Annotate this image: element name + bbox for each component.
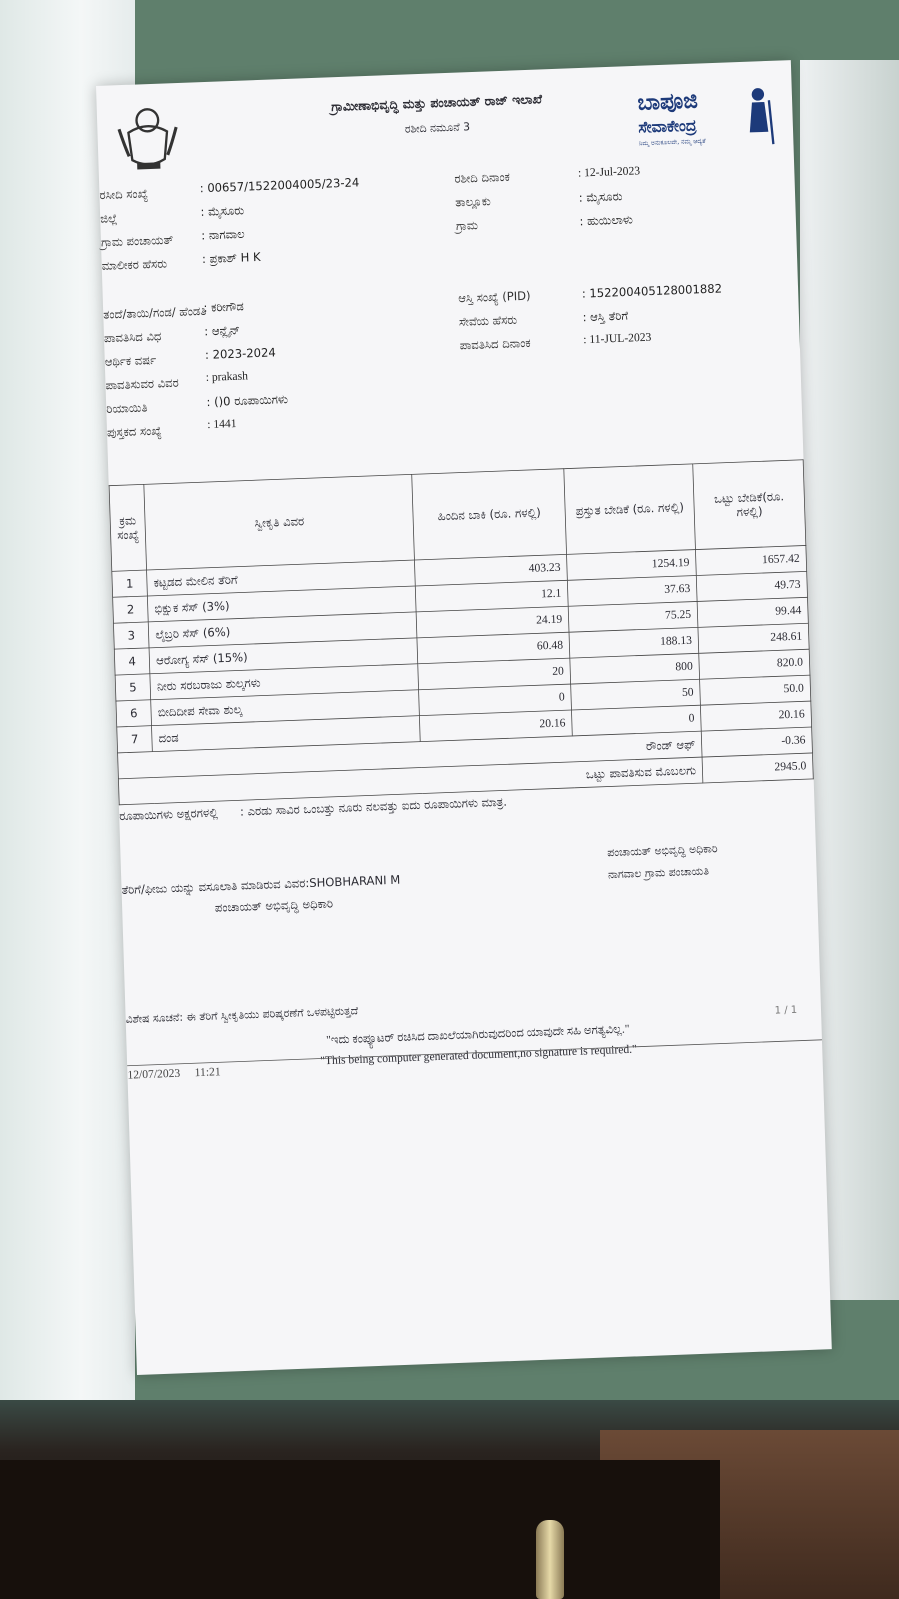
- book-number: : 1441: [207, 417, 237, 432]
- brand-tagline: ನಿಮ್ಮ ಅನುಕೂಲವೇ, ನಮ್ಮ ಆದ್ಯತೆ: [638, 137, 706, 147]
- payer-label: ಪಾವತಿಸುವರ ವಿವರ: [105, 375, 179, 393]
- taluk-label: ತಾಲ್ಲೂಕು: [455, 194, 491, 210]
- row-previous: 12.1: [415, 580, 568, 612]
- row-previous: 20.16: [420, 710, 573, 742]
- row-current: 0: [572, 705, 702, 736]
- row-total: 820.0: [699, 649, 810, 679]
- row-total: 248.61: [698, 623, 809, 653]
- relative-label: ತಂದೆ/ತಾಯಿ/ಗಂಡ/ ಹೆಂಡತಿ: [103, 303, 207, 322]
- row-current: 800: [570, 653, 700, 684]
- row-current: 188.13: [569, 627, 699, 658]
- col-previous-due: ಹಿಂದಿನ ಬಾಕಿ (ರೂ. ಗಳಲ್ಲಿ): [412, 469, 567, 560]
- row-serial: 3: [113, 622, 149, 649]
- row-description: ನೀರು ಸರಬರಾಜು ಶುಲ್ಕಗಳು: [150, 664, 419, 700]
- grand-total-label: ಒಟ್ಟು ಪಾವತಿಸುವ ಮೊಬಲಗು: [118, 757, 703, 805]
- service-name: : ಆಸ್ತಿ ತೆರಿಗೆ: [582, 308, 629, 325]
- pid-number: : 152200405128001882: [581, 281, 723, 301]
- print-time: 11:21: [194, 1065, 221, 1080]
- waiver-amount: : ()0 ರೂಪಾಯಿಗಳು: [206, 392, 289, 410]
- relative-name: : ಕರೀಗೌಡ: [203, 299, 244, 315]
- row-current: 1254.19: [567, 550, 697, 581]
- village: : ಹುಯಿಲಾಳು: [579, 212, 634, 229]
- district-label: ಜಿಲ್ಲೆ: [100, 211, 118, 226]
- service-label: ಸೇವೆಯ ಹೆಸರು: [458, 312, 518, 329]
- paid-date: : 11-JUL-2023: [583, 331, 652, 347]
- village-label: ಗ್ರಾಮ: [455, 218, 479, 234]
- karnataka-emblem-icon: [112, 95, 184, 176]
- pay-mode: : ಆನ್ಲೈನ್: [204, 323, 241, 339]
- brand-name: ಬಾಪೂಜಿ: [637, 87, 699, 116]
- row-current: 75.25: [568, 601, 698, 632]
- receipt-date: : 12-Jul-2023: [577, 164, 641, 180]
- row-serial: 4: [114, 648, 150, 675]
- row-description: ಆರೋಗ್ಯ ಸೆಸ್ (15%): [149, 638, 418, 674]
- computer-note-kannada: "ಇದು ಕಂಪ್ಯೂಟರ್ ರಚಿಸಿದ ದಾಖಲೆಯಾಗಿರುವುದರಿಂದ ಯಾವುದೇ ಸಹಿ ಅಗತ್ಯವಿಲ್ಲ.": [326, 1023, 630, 1047]
- row-description: ಕಟ್ಟಡದ ಮೇಲಿನ ತೆರಿಗೆ: [147, 560, 416, 596]
- brand-sub: ಸೇವಾಕೇಂದ್ರ: [638, 115, 697, 137]
- collector-block: [121, 869, 401, 922]
- roundoff-label: ರೌಂಡ್ ಆಫ್: [118, 731, 703, 779]
- waiver-label: ರಿಯಾಯಿತಿ: [106, 400, 148, 417]
- row-description: ಬೀದಿದೀಪ ಸೇವಾ ಶುಲ್ಕ: [151, 690, 420, 726]
- panchayat-label: ಗ್ರಾಮ ಪಂಚಾಯತ್: [100, 232, 174, 250]
- receipt-no-label: ರಸೀದಿ ಸಂಖ್ಯೆ: [99, 186, 149, 203]
- officer-office: ನಾಗವಾಲ ಗ್ರಾಮ ಪಂಚಾಯತಿ: [607, 865, 710, 882]
- gandhi-figure-icon: [738, 84, 777, 147]
- words-value: : ಎರಡು ಸಾವಿರ ಒಂಬತ್ತು ನೂರು ನಲವತ್ತು ಐದು ರೂಪಾಯಿಗಳು ಮಾತ್ರ.: [239, 794, 508, 819]
- fees-table: [109, 459, 814, 805]
- receipt-date-label: ರಶೀದಿ ದಿನಾಂಕ: [454, 169, 511, 186]
- panchayat: : ನಾಗವಾಲ: [201, 226, 245, 243]
- grand-total-value: 2945.0: [702, 753, 813, 783]
- taluk: : ಮೈಸೂರು: [578, 189, 623, 205]
- row-total: 20.16: [701, 701, 812, 731]
- row-serial: 2: [113, 596, 149, 623]
- row-previous: 20: [418, 658, 571, 690]
- receipt-document: [96, 60, 832, 1375]
- officer-title: ಪಂಚಾಯತ್ ಅಭಿವೃದ್ಧಿ ಅಧಿಕಾರಿ: [607, 842, 718, 860]
- paid-date-label: ಪಾವತಿಸಿದ ದಿನಾಂಕ: [459, 335, 531, 353]
- department-title: ಗ್ರಾಮೀಣಾಭಿವೃದ್ಧಿ ಮತ್ತು ಪಂಚಾಯತ್ ರಾಜ್ ಇಲಾಖೆ: [330, 91, 543, 115]
- row-serial: 1: [112, 570, 148, 597]
- row-total: 1657.42: [696, 545, 807, 575]
- row-description: ಲೈಬ್ರರಿ ಸೆಸ್ (6%): [148, 612, 417, 648]
- row-serial: 6: [116, 700, 152, 727]
- words-label: ರೂಪಾಯಿಗಳು ಅಕ್ಷರಗಳಲ್ಲಿ: [119, 805, 219, 824]
- dark-cloth: [0, 1460, 720, 1599]
- print-date: 12/07/2023: [127, 1067, 181, 1082]
- owner-label: ಮಾಲೀಕರ ಹೆಸರು: [101, 256, 168, 274]
- col-serial: ಕ್ರಮ ಸಂಖ್ಯೆ: [109, 484, 147, 571]
- book-label: ಪುಸ್ತಕದ ಸಂಖ್ಯೆ: [106, 423, 162, 440]
- receipt-no: : 00657/1522004005/23-24: [199, 175, 360, 196]
- row-serial: 7: [117, 726, 153, 753]
- owner-name: : ಪ್ರಕಾಶ್ H K: [201, 249, 261, 267]
- row-previous: 403.23: [415, 554, 568, 586]
- col-total-demand: ಒಟ್ಟು ಬೇಡಿಕೆ(ರೂ. ಗಳಲ್ಲಿ): [693, 460, 806, 550]
- row-total: 99.44: [697, 597, 808, 627]
- row-previous: 24.19: [416, 606, 569, 638]
- pen-object: [536, 1520, 564, 1599]
- officer-block: [607, 838, 719, 886]
- row-serial: 5: [115, 674, 151, 701]
- row-previous: 0: [419, 684, 572, 716]
- row-current: 50: [571, 679, 701, 710]
- roundoff-value: -0.36: [701, 727, 812, 757]
- computer-note-english: "This being computer generated document,no signature is required.": [320, 1042, 637, 1068]
- pid-label: ಆಸ್ತಿ ಸಂಖ್ಯೆ (PID): [458, 288, 531, 306]
- financial-year: : 2023-2024: [204, 345, 276, 363]
- payer-name: : prakash: [205, 369, 249, 385]
- year-label: ಆರ್ಥಿಕ ವರ್ಷ: [104, 352, 157, 369]
- row-current: 37.63: [568, 575, 698, 606]
- row-previous: 60.48: [417, 632, 570, 664]
- row-description: ದಂಡ: [152, 716, 421, 752]
- col-description: ಸ್ವೀಕೃತಿ ವಿವರ: [144, 474, 415, 570]
- row-description: ಭಿಕ್ಷುಕ ಸೆಸ್ (3%): [148, 586, 417, 622]
- special-note: ವಿಶೇಷ ಸೂಚನೆ: ಈ ತೆರಿಗೆ ಸ್ವೀಕೃತಿಯು ಪರಿಷ್ಕರಣೆಗೆ ಒಳಪಟ್ಟಿರುತ್ತದೆ: [125, 1004, 359, 1027]
- row-total: 49.73: [696, 571, 807, 601]
- district: : ಮೈಸೂರು: [200, 203, 245, 220]
- receipt-form-title: ರಶೀದಿ ನಮೂನೆ 3: [404, 120, 471, 136]
- collector-detail: ತೆರಿಗೆ/ಫೀಜು ಯನ್ನು ವಸೂಲಾತಿ ಮಾಡಿರುವ ವಿವರ:SHOBHARANI M: [121, 872, 401, 898]
- col-current-demand: ಪ್ರಸ್ತುತ ಬೇಡಿಕೆ (ರೂ. ಗಳಲ್ಲಿ): [564, 464, 696, 554]
- collector-role: ಪಂಚಾಯತ್ ಅಭಿವೃದ್ಧಿ ಅಧಿಕಾರಿ: [214, 896, 334, 915]
- row-total: 50.0: [700, 675, 811, 705]
- page-number: 1 / 1: [774, 1004, 798, 1017]
- pay-mode-label: ಪಾವತಿಸಿದ ವಿಧ: [103, 329, 162, 346]
- bapuji-logo: [637, 84, 786, 160]
